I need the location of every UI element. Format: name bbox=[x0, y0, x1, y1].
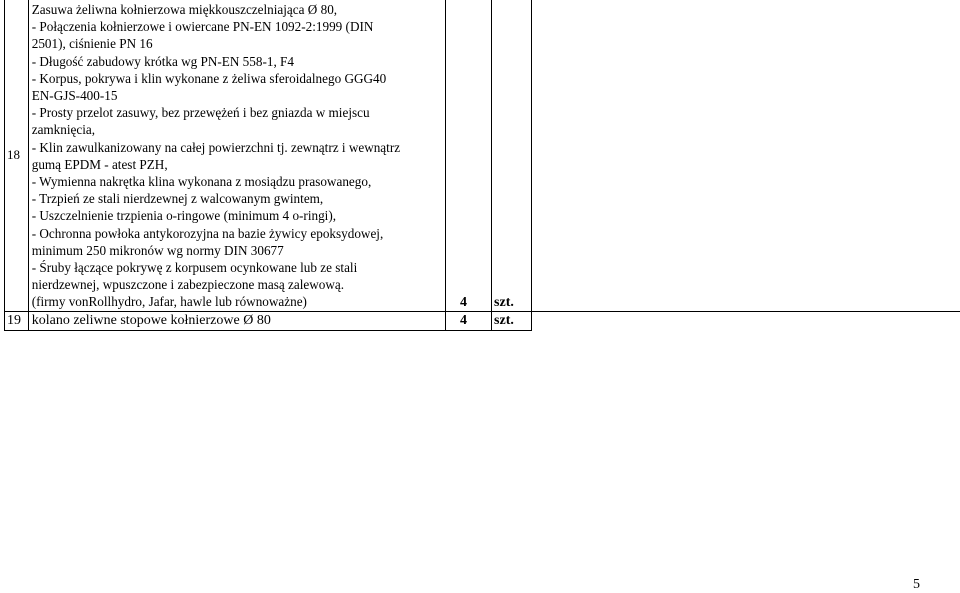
description-line: (firmy vonRollhydro, Jafar, hawle lub równoważne) bbox=[31, 294, 307, 310]
description-line: - Śruby łączące pokrywę z korpusem ocynkowane lub ze stali bbox=[31, 260, 358, 276]
table-row-19 bbox=[5, 311, 960, 330]
item-description: kolano zeliwne stopowe kołnierzowe Ø 80 bbox=[28, 311, 445, 330]
item-unit: szt. bbox=[492, 311, 532, 330]
description-line: minimum 250 mikronów wg normy DIN 30677 bbox=[31, 242, 284, 258]
specification-table bbox=[4, 0, 960, 331]
description-line: EN-GJS-400-15 bbox=[31, 88, 118, 104]
item-quantity: 4 bbox=[446, 311, 492, 330]
description-line: - Uszczelnienie trzpienia o-ringowe (minimum 4 o-ringi), bbox=[31, 208, 337, 224]
page-number: 5 bbox=[913, 577, 920, 592]
description-line: - Trzpień ze stali nierdzewnej z walcowanym gwintem, bbox=[31, 191, 324, 207]
description-line: 2501), ciśnienie PN 16 bbox=[31, 36, 153, 52]
description-line: gumą EPDM - atest PZH, bbox=[31, 156, 168, 172]
description-line: - Długość zabudowy krótka wg PN-EN 558-1, F4 bbox=[31, 53, 294, 69]
item-unit: szt. bbox=[492, 0, 532, 311]
table-row-18 bbox=[5, 0, 960, 311]
description-line: - Prosty przelot zasuwy, bez przewężeń i bez gniazda w miejscu bbox=[31, 105, 370, 121]
row-number: 18 bbox=[5, 0, 29, 311]
description-line: Zasuwa żeliwna kołnierzowa miękkouszczelniająca Ø 80, bbox=[31, 2, 338, 17]
description-line: nierdzewnej, wpuszczone i zabezpieczone masą zalewową. bbox=[31, 277, 345, 293]
description-line: - Wymienna nakrętka klina wykonana z mosiądzu prasowanego, bbox=[31, 174, 372, 190]
empty-cell bbox=[532, 311, 960, 330]
description-line: zamknięcia, bbox=[31, 122, 96, 138]
item-description bbox=[28, 0, 445, 311]
empty-cell bbox=[532, 0, 960, 311]
description-line: - Korpus, pokrywa i klin wykonane z żeliwa sferoidalnego GGG40 bbox=[31, 70, 387, 86]
row-number: 19 bbox=[5, 311, 29, 330]
description-line: - Klin zawulkanizowany na całej powierzchni tj. zewnątrz i wewnątrz bbox=[31, 139, 401, 155]
item-quantity: 4 bbox=[446, 0, 492, 311]
description-line: - Połączenia kołnierzowe i owiercane PN-EN 1092-2:1999 (DIN bbox=[31, 19, 374, 35]
description-line: - Ochronna powłoka antykorozyjna na bazie żywicy epoksydowej, bbox=[31, 225, 384, 241]
